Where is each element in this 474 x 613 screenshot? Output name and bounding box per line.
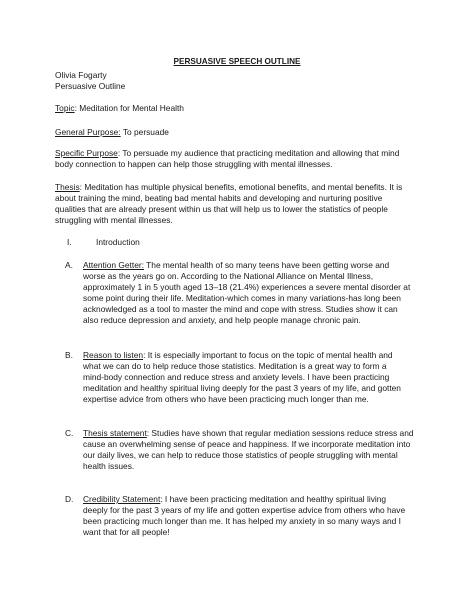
item-letter: D.: [65, 494, 74, 504]
specific-purpose-line: body connection to happen can help those struggling with mental illnesses.: [55, 159, 333, 169]
general-purpose-value: To persuade: [120, 127, 169, 137]
item-line: acknowledged as a tool to master the mind and cope with stress. Studies show it can: [83, 304, 398, 314]
item-line: what we can do to help reduce those statistics. Meditation is a great way to form a: [83, 361, 387, 371]
item-label: Attention Getter:: [83, 260, 144, 270]
thesis-line: about training the mind, beating bad mental habits and developing and nurturing positive: [55, 193, 383, 203]
item-line: been practicing much longer than me. It has helped my anxiety in so many ways and I: [83, 516, 401, 526]
specific-purpose-line: : To persuade my audience that practicing meditation and allowing that mind: [117, 148, 400, 158]
section-heading: Introduction: [96, 237, 140, 247]
item-letter: B.: [65, 350, 73, 360]
item-line: cause an overwhelming sense of peace and happiness. If we incorporate meditation into: [83, 439, 411, 449]
item-line: also reduce depression and anxiety, and help people manage chronic pain.: [83, 315, 361, 325]
item-label: Reason to listen: [83, 350, 144, 360]
item-letter: C.: [65, 428, 74, 438]
item-line: want that for all people!: [83, 527, 170, 537]
specific-purpose-paragraph: [55, 148, 430, 170]
item-line: some point during their life. Meditation-which comes in many variations-has long been: [83, 293, 401, 303]
thesis-label: Thesis: [55, 182, 80, 192]
item-letter: A.: [65, 260, 73, 270]
item-line: approximately 1 in 5 youth aged 13–18 (21.4%) experiences a severe mental disorder at: [83, 282, 411, 292]
thesis-line: struggling with mental illnesses.: [55, 215, 173, 225]
thesis-paragraph: [55, 182, 430, 226]
general-purpose-line: [55, 127, 430, 138]
thesis-line: : Meditation has multiple physical benefits, emotional benefits, and mental benefits. It is: [79, 182, 403, 192]
specific-purpose-label: Specific Purpose: [55, 148, 118, 158]
item-line: mind-body connection and reduce stress and anxiety levels. I have been practicing: [83, 372, 390, 382]
document-title: PERSUASIVE SPEECH OUTLINE: [173, 57, 301, 66]
item-label: Credibility Statement: [83, 494, 161, 504]
author-name: Olivia Fogarty: [55, 70, 107, 80]
item-line: : I have been practicing meditation and healthy spiritual living: [160, 494, 387, 504]
topic-label: Topic: [55, 103, 75, 113]
item-line: deeply for the past 3 years of my life and gotten expertise advice from others who have: [83, 505, 406, 515]
item-line: our daily lives, we can help to reduce those statistics of people struggling with mental: [83, 450, 398, 460]
thesis-line: qualities that are already present within us that will help us to lower the statistics of people: [55, 204, 388, 214]
item-line: expertise advice from others who have been practicing much longer than me.: [83, 394, 369, 404]
item-line: : It is especially important to focus on the topic of mental health and: [143, 350, 393, 360]
item-line: meditation and healthy spiritual living deeply for the past 3 years of my life, and gotten: [83, 383, 401, 393]
item-line: worse as the years go on. According to the National Alliance on Mental Illness,: [83, 271, 374, 281]
item-line: : Studies have shown that regular mediation sessions reduce stress and: [146, 428, 414, 438]
section-numeral: I.: [67, 237, 72, 247]
topic-value: : Meditation for Mental Health: [74, 103, 184, 113]
topic-line: [55, 103, 430, 114]
item-label: Thesis statement: [83, 428, 147, 438]
item-line: The mental health of so many teens have been getting worse and: [144, 260, 390, 270]
general-purpose-label: General Purpose:: [55, 127, 121, 137]
item-line: health issues.: [83, 461, 135, 471]
document-type: Persuasive Outline: [55, 81, 126, 91]
